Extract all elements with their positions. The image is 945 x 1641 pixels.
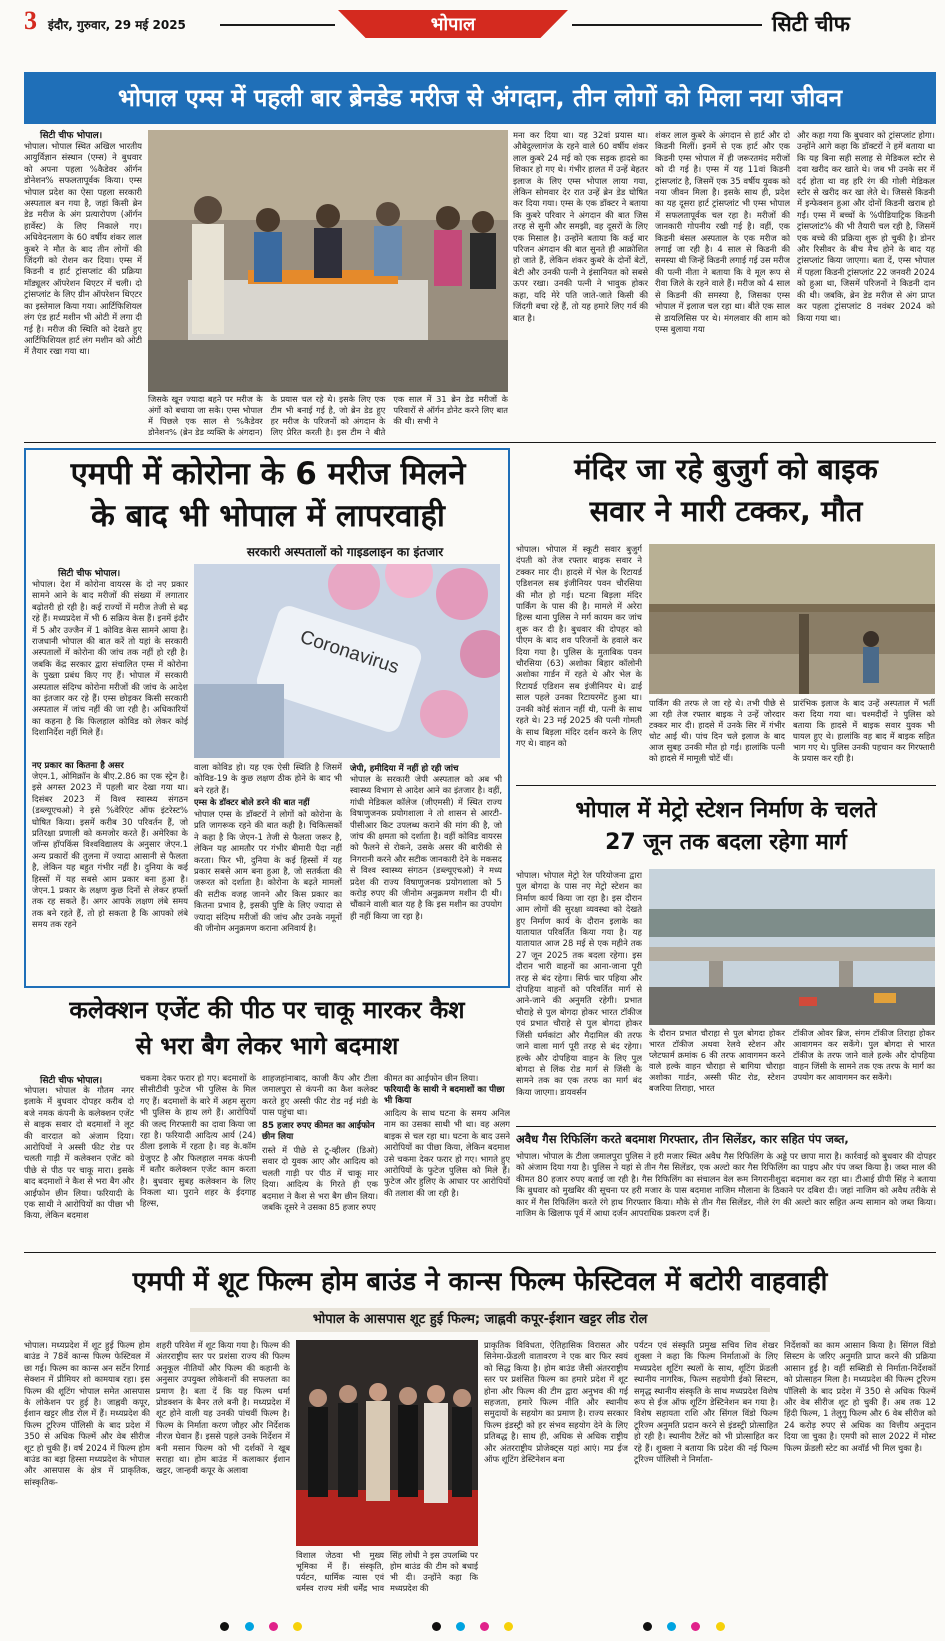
story1-headline-band [24, 72, 936, 124]
story6-col3b: रास्ते में पीछे से टू-व्हीलर (डिओ) सवार दो युवक आए और आदित्य को चलती गाड़ी पर पीठ में चाकू मार दिया। आदित्य के गिरते ही एक बदमाश ने कैश से भरा बैग छीन लिया। जबकि दूसरे ने उसका 85 हजार रुपए [262, 1145, 378, 1213]
story1-caption: जिसके खून ज्यादा बहने पर मरीज के अंगों को बचाया जा सके। एम्स भोपाल में पिछले एक साल से %कैडेवर डोनेशन% (ब्रेन डेड व्यक्ति के अंगदान) के प्रयास चल रहे थे। इसके लिए एक टीम भी बनाई गई है, जो ब्रेन डेड हुए हर मरीज के परिजनों को अंगदान के लिए प्रेरित करती है। इस टीम ने बीते एक साल में 31 ब्रेन डेड मरीजों के परिवारों से ऑर्गन डोनेट करने लिए बात की थी। सभी ने [148, 394, 508, 437]
page-number: 3 [24, 6, 37, 35]
registration-dot-magenta-icon [480, 1622, 489, 1631]
registration-dot-magenta-icon [691, 1622, 700, 1631]
story3-photo [649, 544, 935, 694]
story2-col2: वाला कोविड हो। यह एक ऐसी स्थिति है जिसमें कोविड-19 के कुछ लक्षण ठीक होने के बाद भी बने रहते हैं। [194, 762, 342, 795]
story1-col6: और कहा गया कि बुधवार को ट्रांसप्लांट होगा। उन्होंने आगे कहा कि डॉक्टरों ने हमें बताया था कि यह बिना सही सलाह से मेडिकल स्टोर से दवा खरीद कर खाते थे। जब भी उनके सर में दर्द होता था वह हरि रंग की गोली मेडिकल स्टोर से खरीद कर खा लेते थे। जिससे किडनी में इन्फेक्शन हुआ और दोनों किडनी खराब हो गईं। एम्स में बच्चों के %पीडियाट्रिक किडनी ट्रांसप्लांट% की भी तैयारी चल रही है, जिसमें एक बच्चे की प्रक्रिया शुरू हो चुकी है। डोनर और रिसीवर के बीच मैच होने के बाद यह ट्रांसप्लांट किया जाएगा। बता दें, एम्स भोपाल में पहला किडनी ट्रांसप्लांट 22 जनवरी 2024 को हुआ था, जिसमें परिजनों ने किडनी दान की थी। जबकि, ब्रेन डेड मरीज से अंग प्राप्त कर पहला ट्रांसप्लांट 8 नवंबर 2024 को किया गया था। [797, 130, 935, 323]
story7-deck: भोपाल के आसपास शूट हुई फिल्म; जाह्नवी कपूर-ईशान खट्टर लीड रोल [312, 1312, 648, 1327]
dateline: इंदौर, गुरुवार, 29 मई 2025 [48, 18, 186, 32]
story6-col2: चकमा देकर फरार हो गए। बदमाशों के सीसीटीवी फुटेज भी पुलिस के मिल गए हैं। बदमाशों के बारे में अहम सुराग भी पुलिस के हाथ लगे हैं। आरोपियों की जल्द गिरफ्तारी का दावा किया जा रहा है। फरियादी आदित्य आर्य (24) ठीला इलाके में रहता है। वह के.कॉम ग्रेजुएट है और फिलहाल नमक कंपनी में बतौर कलेक्शन एजेंट काम करता है। बुधवार सुबह कलेक्शन के लिए निकला था। पुराने शहर के ईदगाह हिल्स, [140, 1073, 256, 1209]
story6-byline: सिटी चीफ भोपाल। [40, 1076, 103, 1086]
divider [516, 785, 936, 786]
registration-marks [0, 1616, 945, 1636]
story6-col1: भोपाल। भोपाल के गौतम नगर इलाके में बुधवार दोपहर करीब दो बजे नमक कंपनी के कलेक्शन एजेंट से बाइक सवार दो बदमाशों ने लूट की वारदात को अंजाम दिया। आरोपियों ने अस्सी फीट रोड पर चलती गाड़ी में कलेक्शन एजेंट को पीछे से पीठ पर चाकू मारा। इसके बाद बदमाशों ने कैश से भरा बैग और आईफोन छीन लिया। फरियादी के एक साथी ने आरोपियों का पीछा भी किया, लेकिन बदमाश [24, 1085, 134, 1221]
registration-dot-black-icon [432, 1622, 441, 1631]
registration-dot-yellow-icon [504, 1622, 513, 1631]
story4-col1: भोपाल। भोपाल मेट्रो रेल परियोजना द्वारा पुल बोगदा के पास नए मेट्रो स्टेशन का निर्माण कार्य किया जा रहा है। इस दौरान आम लोगों की सुरक्षा व्यवस्था को देखते हुए निर्माण कार्य के दौरान इलाके का यातायात परिवर्तित किया गया है। यह यातायात आज 28 मई से एक महीने तक 27 जून 2025 तक बदला रहेगा। इस दौरान भारी वाहनों का आना-जाना पूरी तरह से बंद रहेगा। सिर्फ चार पहिया और दोपहिया वाहनों को परिवर्तित मार्ग से आने-जाने की अनुमति रहेगी। प्रभात चौराहे से पुल बोगदा होकर भारत टॉकीज एवं प्रभात चौराहे से पुल बोगदा होकर जिंसी धर्मकांटा और मैदामिल की तरफ जाने वाला मार्ग पूरी तरह से बंद रहेगा। हल्के और दोपहिया वाहन के लिए पुल बोगदा से लिंक रोड मार्ग से जिंसी के सामने तक का एक तरफ का मार्ग बंद किया जाएगा। डायवर्सन [516, 870, 642, 1097]
story1-col5: शंकर लाल कुबरे के अंगदान से हार्ट और दो किडनी मिलीं। इनमें से एक हार्ट और एक किडनी एम्स भोपाल में ही जरूरतमंद मरीजों को दी गई है। एम्स में यह 11वां किडनी ट्रांसप्लांट है, जिसमें एक 35 वर्षीय युवक को नया जीवन मिला है। इसके साथ ही, प्रदेश का यह दूसरा हार्ट ट्रांसप्लांट भी एम्स भोपाल में सफलतापूर्वक चल रहा है। मरीजों की जानकारी गोपनीय रखी गई है। वहीं, एक किडनी बंसल अस्पताल के एक मरीज को लगाई जा रही है। 4 साल से किडनी की समस्या थी जिन्हें किडनी लगाई गई उस मरीज की पत्नी नीता ने बताया कि वे मूल रूप से रीवा जिले के रहने वाले हैं। मरीज को 4 साल से किडनी की समस्या है, जिसका एम्स भोपाल में इलाज चल रहा था। बीते एक साल से डायलिसिस पर थे। मंगलवार की शाम को एम्स बुलाया गया [655, 130, 790, 334]
paper-name: सिटी चीफ [772, 12, 850, 36]
story3-headline-1: मंदिर जा रहे बुजुर्ग को बाइक [574, 452, 878, 486]
story6-col4b: आदित्य के साथ घटना के समय अनिल नाम का उसका साथी भी था। वह अलग बाइक से चल रहा था। घटना के बाद उसने आरोपियों का पीछा किया, लेकिन बदमाश उसे चकमा देकर फरार हो गए। भागते हुए आरोपियों के फुटेज पुलिस को मिले हैं। फुटेज और हुलिए के आधार पर आरोपियों की तलाश की जा रही है। [384, 1108, 510, 1198]
story3-col1: भोपाल। भोपाल में स्कूटी सवार बुजुर्ग दंपती को तेज रफ्तार बाइक सवार ने टक्कर मार दी। हादसे में भेल के रिटायर्ड एडिशनल सब इंजीनियर पवन चौरसिया की मौत हो गई। घटना बिड़ला मंदिर पार्किंग के पास की है। मामले में अरेरा हिल्स थाना पुलिस ने मर्ग कायम कर जांच शुरू कर दी है। बुधवार की दोपहर को पीएम के बाद शव परिजनों के हवाले कर दिया गया है। पुलिस के मुताबिक पवन चौरसिया (63) अशोका बिहार कॉलोनी अशोका गार्डन में रहते थे और भेल के रिटायर्ड एडिशन सब इंजीनियर थे। ढाई साल पहले उनका रिटायरमेंट हुआ था। उनकी कोई संतान नहीं थी, पत्नी के साथ रहते थे। 23 मई 2025 की पत्नी गोमती के साथ बिड़ला मंदिर दर्शन करने के लिए गए थे। वाहन को [516, 544, 642, 748]
story1-col4: मना कर दिया था। यह 32वां प्रयास था। औबेदुल्लागंज के रहने वाले 60 वर्षीय शंकर लाल कुबरे 24 मई को एक सड़क हादसे का शिकार हो गए थे। गंभीर हालत में उन्हें बेहतर इलाज के लिए एम्स भोपाल लाया गया, लेकिन सोमवार देर रात उन्हें ब्रेन डेड घोषित कर दिया गया। एम्स के एक डॉक्टर ने बताया कि कुबरे परिवार ने अंगदान की बात जिस तरह से सुनी और समझी, वह दूसरों के लिए एक मिसाल है। उन्होंने बताया कि कई बार परिजन अंगदान की बात सुनते ही आक्रोशित हो जाते हैं, लेकिन शंकर कुबरे के दोनों बेटों, बेटी और उनकी पत्नी ने इंसानियत को सबसे ऊपर रखा। उनकी पत्नी ने भावुक होकर कहा, यदि मेरे पति जाते-जाते किसी की जिंदगी बचा रहे हैं, तो यह हमारे लिए गर्व की बात है। [513, 130, 648, 323]
story3-caption-1: पार्किंग की तरफ ले जा रहे थे। तभी पीछे से आ रही तेज रफ्तार बाइक ने उन्हें जोरदार टक्कर मार दी। हादसे में उनके सिर में गंभीर चोट आई थी। पांच दिन चले इलाज के बाद आज सुबह उनकी मौत हो गई। हालांकि पत्नी को हादसे में मामूली चोटें थीं। [649, 698, 785, 763]
story6-col4: कीमत का आईफोन छीन लिया। [384, 1073, 479, 1083]
story7-caption: विशाल जेठवा भी मुख्य भूमिका में हैं। संस्कृति, पर्यटन, धार्मिक न्यास एवं धर्मस्व राज्य मंत्री धर्मेंद्र भाव सिंह लोधी ने इस उपलब्धि पर होम बाउंड की टीम को बधाई भी दी। उन्होंने कहा कि मध्यप्रदेश की [296, 1550, 478, 1593]
story7-deck-band [190, 1308, 770, 1332]
accident-site-photo [649, 544, 935, 694]
story2-headline-1: एमपी में कोरोना के 6 मरीज मिलने [70, 456, 466, 492]
section-title: भोपाल [430, 14, 476, 35]
story2-sub2: एम्स के डॉक्टर बोले डरने की बात नहीं [194, 797, 310, 807]
cannes-red-carpet-photo [296, 1340, 478, 1546]
story1-photo [148, 130, 508, 392]
story6-headline-1: कलेक्शन एजेंट की पीठ पर चाकू मारकर कैश [69, 996, 465, 1024]
divider [516, 1126, 936, 1127]
story3-headline-2: सवार ने मारी टक्कर, मौत [589, 494, 863, 528]
registration-dot-black-icon [643, 1622, 652, 1631]
story7-photo [296, 1340, 478, 1546]
story6-headline-2: से भरा बैग लेकर भागे बदमाश [135, 1032, 399, 1060]
story7-col2: शहरी परिवेश में शूट किया गया है। फिल्म की अंतरराष्ट्रीय स्तर पर प्रशंसा राज्य की फिल्म अनुकूल नीतियों और फिल्म की कहानी के अनुसार उपयुक्त लोकेशनों की सफलता का प्रमाण है। बता दें कि यह फिल्म धर्मा प्रोडक्शन के बैनर तले बनी है। मध्यप्रदेश में शूट होने वाली यह उनकी पांचवीं फिल्म है। फिल्म के निर्माता करण जौहर और निर्देशक नीरज घेवान हैं। इससे पहले उनके निर्देशन में बनी मसान फिल्म को भी दर्शकों ने खूब सराहा था। होम बाउंड में कलाकार ईशान खट्टर, जान्हवी कपूर के अलावा [156, 1340, 290, 1476]
story4-headline-1: भोपाल में मेट्रो स्टेशन निर्माण के चलते [575, 798, 877, 823]
masthead-rule-right [572, 24, 762, 26]
story2-sub1: नए प्रकार का कितना है असर [32, 761, 124, 771]
story6-sub1: 85 हजार रुपए कीमत का आईफोन छीन लिया [262, 1121, 375, 1142]
story3-caption-2: प्रारंभिक इलाज के बाद उन्हें अस्पताल में भर्ती करा दिया गया था। चश्मदीदों ने पुलिस को बताया कि हादसे में बाइक सवार युवक भी घायल हुए थे। हालांकि वह बाद में बाइक सहित भाग गए थे। पुलिस उनकी पहचान कर गिरफ्तारी के प्रयास कर रही है। [793, 698, 935, 763]
story2-deck: सरकारी अस्पतालों को गाइडलाइन का इंतजार [246, 545, 444, 559]
story2-sub3: जेपी, हमीदिया में नहीं हो रही जांच [350, 764, 459, 774]
story5-headline: अवैध गैस रिफिलिंग करते बदमाश गिरफ्तार, तीन सिलेंडर, कार सहित पंप जब्त, [516, 1132, 849, 1146]
registration-dot-cyan-icon [456, 1622, 465, 1631]
story6-col3: शाहजहांनाबाद, काजी कैंप और टीला जमालपुरा से कंपनी का कैश कलेक्ट करते हुए अस्सी फीट रोड नई मंडी के पास पहुंचा था। [262, 1073, 378, 1118]
story4-caption-1: के दौरान प्रभात चौराहा से पुल बोगदा होकर भारत टॉकीज अथवा रेलवे स्टेशन और प्लेटफार्म क्रमांक 6 की तरफ आवागमन करने वाले हल्के वाहन चौराहा से बागिया चौराहा अशोका गार्डन, अस्सी फीट रोड, स्टेशन बजरिया तिराहा, भारत [649, 1028, 785, 1093]
story7-col5: पर्यटन एवं संस्कृति प्रमुख सचिव शिव शेखर शुक्ला ने कहा कि फिल्म निर्माताओं के लिए मध्यप्रदेश शूटिंग स्थलों के साथ, शूटिंग फ्रेंडली स्थानीय नागरिक, फिल्म सहयोगी ईको सिस्टम, समृद्ध स्थानीय संस्कृति के साथ मध्यप्रदेश विशेष रूप से ईज ऑफ शूटिंग डेस्टिनेशन बन गया है। विशेष सहायता राशि और सिंगल विंडो फिल्म टूरिज्म अनुमति प्रदान करने से इंडस्ट्री प्रोत्साहित हो रही है। स्थानीय टैलेंट को भी प्रोत्साहित कर रहे हैं। शुक्ला ने बताया कि प्रदेश की नई फिल्म टूरिज्म पॉलिसी ने निर्माता- [634, 1340, 778, 1465]
story5-body: भोपाल। भोपाल के टीला जमालपुरा पुलिस ने हरी मजार स्थित अवैध गैस रिफिलिंग के अड्डे पर छापा मारा है। कार्रवाई को बुधवार की दोपहर को अंजाम दिया गया है। पुलिस ने यहां से तीन गैस सिलेंडर, एक अल्टो कार गैस रिफिलिंग का पाइप और पंप जब्त किया है। जब्त माल की कीमत 80 हजार रुपए बताई जा रही है। गैस रिफिलिंग का संचालन वेल रूम निगरानीशुदा बदमाश कर रहा था। टीआई ग्रीपी सिंह ने बताया कि बुधवार को मुखबिर की सूचना पर हरी मजार के पास बदमाश नाजिम मौलाना के ठिकाने पर दबिश दी। जहां नाजिम को अवैध तरीके से कार में गैस रिफिलिंग करते रंगे हाथ गिरफ्तार किया। मौके से तीन गैस सिलेंडर, नीले रंग की अल्टो कार सहित अन्य सामान को जब्त किया। नाजिम के खिलाफ पूर्व में आधा दर्जन आपराधिक प्रकरण दर्ज हैं। [516, 1151, 936, 1219]
story1-col1: भोपाल। भोपाल स्थित अखिल भारतीय आयुर्विज्ञान संस्थान (एम्स) ने बुधवार को अपना पहला %कैडेवर ऑर्गन डोनेशन% सफलतापूर्वक किया। एम्स भोपाल प्रदेश का ऐसा पहला सरकारी अस्पताल बन गया है, जहां किसी ब्रेन डेड मरीज के अंग प्रत्यारोपण (ऑर्गन हार्वेस्ट) के लिए निकाले गए। अधिवेदनलाग के 60 वर्षीय शंकर लाल कुबरे ने मौत के बाद तीन लोगों की जिंदगी को रोशन कर दिया। एम्स में किडनी व हार्ट ट्रांसप्लांट की प्रक्रिया मॉड्यूलर ऑपरेशन थिएटर में चली। दो ट्रांसप्लांट के लिए ग्रीन ऑपरेशन थिएटर का इस्तेमाल किया गया। आर्टिफिशियल लंग एंड हार्ट मशीन भी ओटी में लगा दी गई है। मरीज की स्थिति को देखते हुए आर्टिफिशियल हार्ट लंग मशीन को ओटी में तैयार रखा गया था। [24, 141, 142, 357]
registration-dot-yellow-icon [293, 1622, 302, 1631]
story2-col2b: भोपाल एम्स के डॉक्टरों ने लोगों को कोरोना के प्रति जागरूक रहने की बात कही है। चिकित्सकों ने कहा है कि जेएन-1 तेजी से फैलता जरूर है, लेकिन यह आमतौर पर गंभीर बीमारी पैदा नहीं करता। फिर भी, दुनिया के कई हिस्सों में यह प्रकार सबसे आम बना हुआ है, जो सतर्कता की जरूरत को दर्शाता है। कोरोना के बढ़ते मामलों की सटीक वजह जानने और किस प्रकार का कितना प्रभाव है, इसकी पुष्टि के लिए ज्यादा से ज्यादा संदिग्ध मरीजों की जांच और उनके नमूनों की जीनोम अनुक्रमण कराना अनिवार्य है। [194, 809, 342, 934]
story2-col1b: जेएन.1, ओमिक्रॉन के बीए.2.86 का एक स्ट्रेन है। इसे अगस्त 2023 में पहली बार देखा गया था। दिसंबर 2023 में विश्व स्वास्थ्य संगठन (डब्ल्यूएचओ) ने इसे %वेरिएंट ऑफ इंटरेस्ट% घोषित किया। इसमें करीब 30 परिवर्तन हैं, जो प्रतिरक्षा प्रणाली को कमजोर करते हैं। अमेरिका के जॉन्स हॉपकिंस विश्वविद्यालय के अनुसार जेएन.1 अन्य प्रकारों की तुलना में ज्यादा आसानी से फैलता है, लेकिन यह बहुत गंभीर नहीं है। दुनिया के कई हिस्सों में यह सबसे आम प्रकार बना हुआ है। जेएन.1 प्रकार के लक्षण कुछ दिनों से लेकर हफ्तों तक रह सकते हैं। अगर आपके लक्षण लंबे समय तक बने रहते हैं, तो हो सकता है कि आपको लंबे समय तक रहने [32, 771, 188, 930]
registration-dot-yellow-icon [716, 1622, 725, 1631]
story1-byline: सिटी चीफ भोपाल। [40, 131, 103, 141]
story7-col4: प्राकृतिक विविधता, ऐतिहासिक विरासत और सिनेमा-फ्रेंडली वातावरण ने एक बार फिर स्वयं को सिद्ध किया है। होम बाउंड जैसी अंतरराष्ट्रीय स्तर पर प्रशंसित फिल्म का हमारे प्रदेश में शूट होना और फिल्म की टीम द्वारा अनुभव की गई सहजता, हमारे फिल्म नीति और स्थानीय समुदायों के सहयोग का प्रमाण है। राज्य सरकार फिल्म इंडस्ट्री को हर संभव सहयोग देने के लिए प्रतिबद्ध है। साथ ही, अधिक से अधिक राष्ट्रीय और अंतरराष्ट्रीय प्रोजेक्ट्स यहां आएं। मप्र ईज ऑफ शूटिंग डेस्टिनेशन बना [484, 1340, 628, 1465]
story1-headline: भोपाल एम्स में पहली बार ब्रेनडेड मरीज से अंगदान, तीन लोगों को मिला नया जीवन [117, 84, 843, 112]
story2-col1: भोपाल। देश में कोरोना वायरस के दो नए प्रकार सामने आने के बाद मरीजों की संख्या में लगातार बढ़ोतरी हो रही है। कई राज्यों में मरीज तेजी से बढ़ रहे हैं। मध्यप्रदेश में भी 6 सक्रिय केस हैं। इनमें इंदौर में 5 और उज्जैन में 1 कोविड केस सामने आया है। राजधानी भोपाल की बात करें तो यहां के सरकारी अस्पतालों में कोरोना की जांच तक नहीं हो रही है। जबकि केंद्र सरकार द्वारा संचालित एम्स में कोरोना के पुख्ता प्रबंध किए गए हैं। भोपाल में सरकारी अस्पताल संदिग्ध कोरोना मरीजों की जांच के आदेश का इंतजार कर रहे हैं। एम्स छोड़कर किसी सरकारी अस्पताल में जांच नहीं की जा रही है। अधिकारियों का कहना है कि फिलहाल कोविड को लेकर कोई दिशानिर्देश नहीं मिले हैं। [32, 579, 188, 738]
story6-sub2: फरियादी के साथी ने बदमाशों का पीछा भी किया [384, 1085, 505, 1106]
story2-byline: सिटी चीफ भोपाल। [58, 569, 121, 579]
story4-caption-2: टॉकीज ओवर ब्रिज, संगम टॉकीज तिराहा होकर आवागमन कर सकेंगे। पुल बोगदा से भारत टॉकीज के तरफ जाने वाले हल्के और दोपहिया वाहन जिंसी के सामने तक एक तरफ के मार्ग का उपयोग कर आवागमन कर सकेंगे। [793, 1028, 935, 1082]
story2-photo [194, 564, 500, 758]
divider [24, 442, 936, 443]
story4-headline-2: 27 जून तक बदला रहेगा मार्ग [605, 830, 847, 855]
registration-dot-black-icon [220, 1622, 229, 1631]
story2-photo-label: Coronavirus [297, 626, 402, 679]
masthead-rule [220, 24, 335, 26]
story2-col3: भोपाल के सरकारी जेपी अस्पताल को अब भी स्वास्थ्य विभाग से आदेश आने का इंतजार है। वहीं, गांधी मेडिकल कॉलेज (जीएमसी) में स्थित राज्य विषाणुजनक प्रयोगशाला ने तो शासन से आरटी-पीसीआर किट उपलब्ध कराने की मांग की है, जो जांच की क्षमता को दर्शाता है। वहीं कोविड वायरस को फैलने से रोकने, उसके असर की बारीकी से निगरानी करने और सटीक जानकारी देने के मकसद से विश्व स्वास्थ्य संगठन (डब्ल्यूएचओ) ने मध्य प्रदेश की राज्य विषाणुजनक प्रयोगशाला को 5 करोड़ रुपए की जीनोम अनुक्रमण मशीन दी थी। चौंकाने वाली बात यह है कि इस मशीन का उपयोग ही नहीं किया जा रहा है। [350, 774, 502, 921]
divider [24, 1252, 936, 1253]
registration-dot-cyan-icon [667, 1622, 676, 1631]
masthead [0, 0, 945, 44]
story4-photo [649, 869, 935, 1025]
story7-col1: भोपाल। मध्यप्रदेश में शूट हुई फिल्म होम बाउंड ने 78वें कान्स फिल्म फेस्टिवल में छा गई। फिल्म का कान्स अन सर्टेन रिगार्ड सेक्शन में प्रीमियर शो कामयाब रहा। इस फिल्म की शूटिंग भोपाल समेत आसपास के लोकेशन पर हुई है। जाह्नवी कपूर, ईशान खट्टर लीड रोल में हैं। मध्यप्रदेश की फिल्म टूरिज्म पॉलिसी के बाद प्रदेश में 350 से अधिक फिल्में और वेब सीरीज शूट हो चुकी हैं। वर्ष 2024 में फिल्म होम बाउंड का बड़ा हिस्सा मध्यप्रदेश के भोपाल और आसपास के क्षेत्र में प्राकृतिक, सांस्कृतिक- [24, 1340, 150, 1487]
story7-headline: एमपी में शूट फिल्म होम बाउंड ने कान्स फिल्म फेस्टिवल में बटोरी वाहवाही [132, 1267, 828, 1297]
hospital-tribute-photo [148, 130, 508, 392]
story7-col6: निर्देशकों का काम आसान किया है। सिंगल विंडो सिस्टम के जरिए अनुमति प्राप्त करने की प्रक्रिया आसान हुई है। वहीं सब्सिडी से निर्माता-निर्देशकों को प्रोत्साहन मिला है। मध्यप्रदेश की फिल्म टूरिज्म पॉलिसी के बाद प्रदेश में 350 से अधिक फिल्में और वेब सीरीज शूट हो चुकी हैं। अब तक 12 हिंदी फिल्म, 1 तेलुगु फिल्म और 6 वेब सीरीज को 24 करोड़ रुपए से अधिक का वित्तीय अनुदान दिया जा चुका है। एमपी को साल 2022 में मोस्ट फिल्म फ्रेंडली स्टेट का अवॉर्ड भी मिल चुका है। [784, 1340, 936, 1453]
story2-headline-2: के बाद भी भोपाल में लापरवाही [91, 498, 445, 534]
registration-dot-magenta-icon [269, 1622, 278, 1631]
registration-dot-cyan-icon [245, 1622, 254, 1631]
metro-construction-photo [649, 869, 935, 1025]
